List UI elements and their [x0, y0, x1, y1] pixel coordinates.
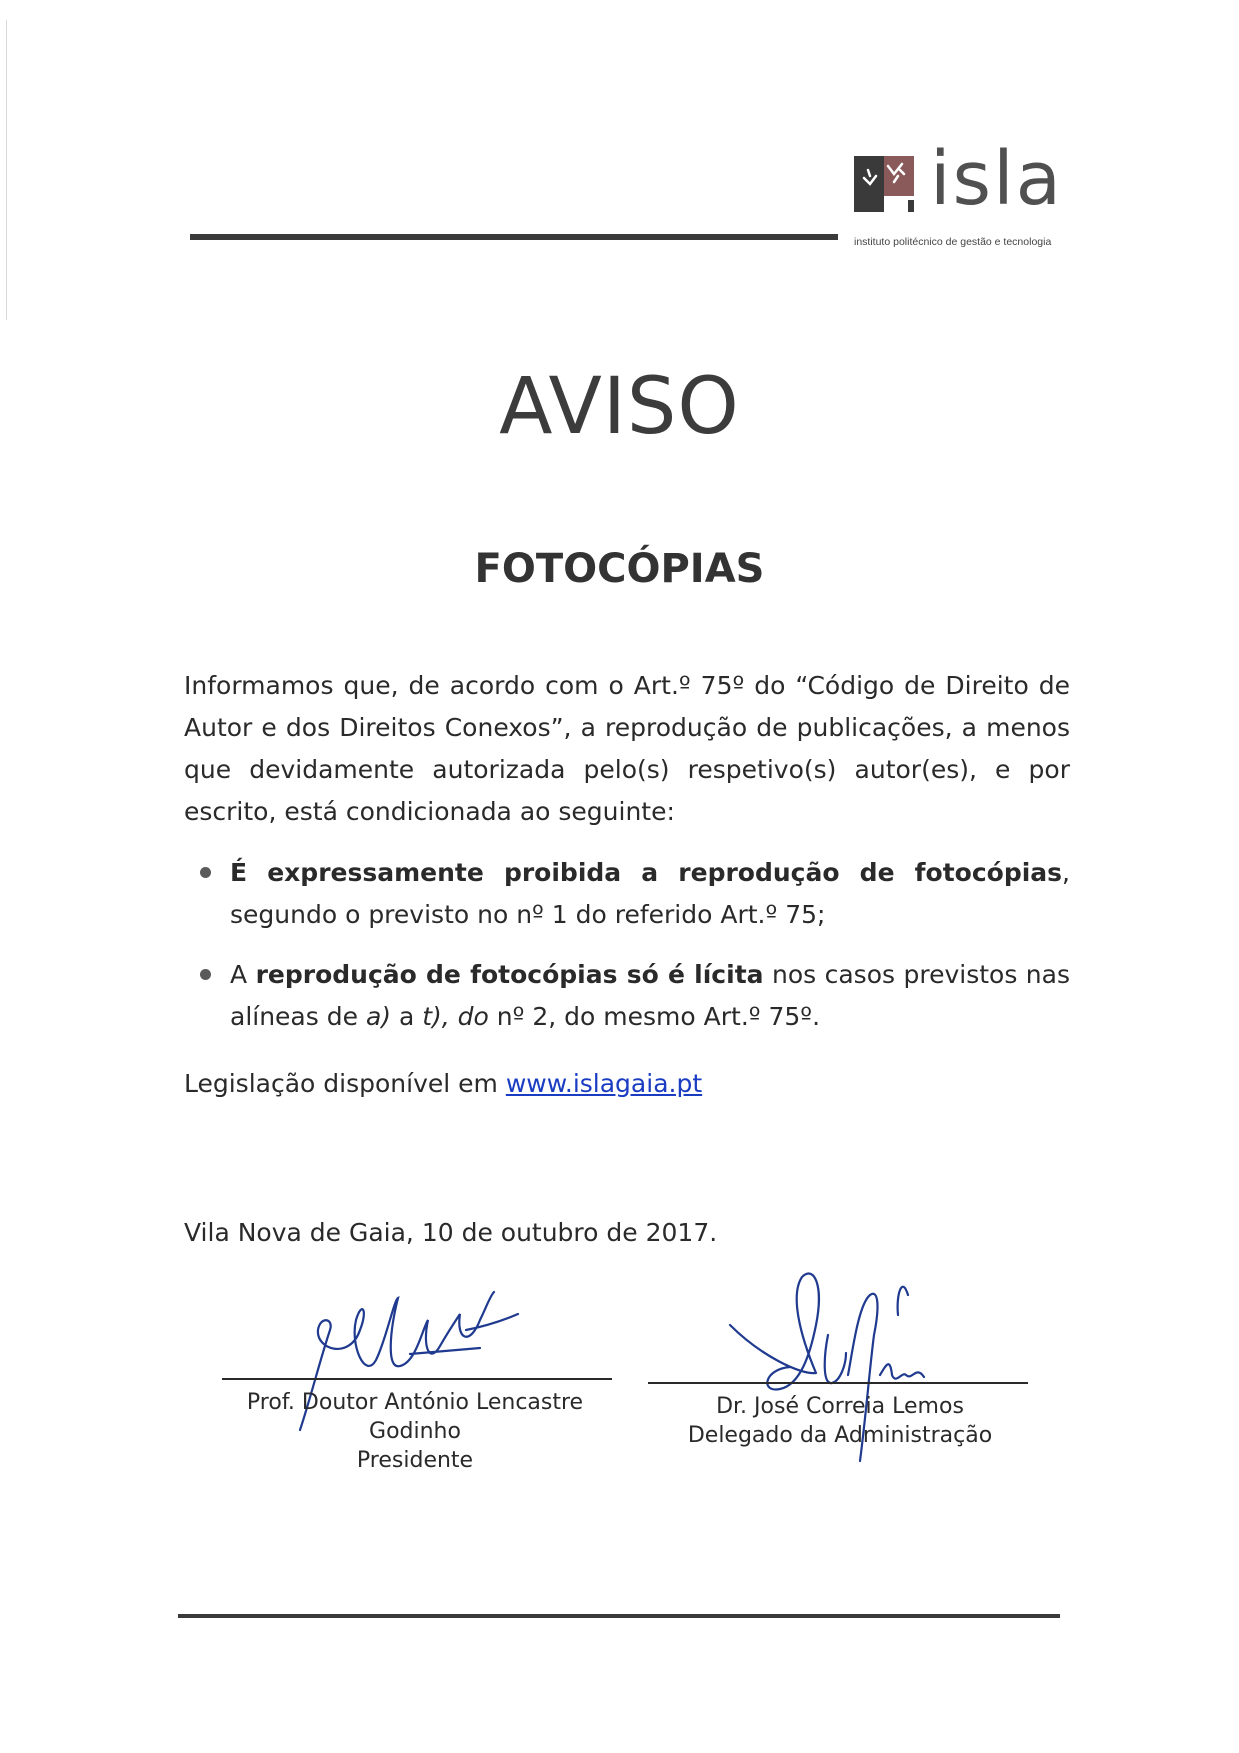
footer-rule [178, 1614, 1060, 1618]
intro-paragraph: Informamos que, de acordo com o Art.º 75º do “Código de Direito de Autor e dos Direitos Conexos”, a reprodução de publicações, a menos que devidamente autorizada pelo(s) respetivo(s) autor(es), e por escrito, está condicionada ao seguinte: [184, 671, 1070, 826]
logo-word: isla [930, 136, 1064, 222]
signature-block-1 [200, 1388, 630, 1475]
list-item [184, 954, 1070, 1038]
page-subtitle: FOTOCÓPIAS [474, 546, 765, 592]
conditions-list [184, 852, 1070, 1056]
bullet-2-prefix: A [230, 960, 256, 989]
bullet-2-text-before: nos casos previstos nas alíneas de [230, 960, 1070, 1031]
signature-block-2 [650, 1392, 1030, 1450]
logo-mark-icon [854, 156, 920, 212]
signature-line-1 [222, 1378, 612, 1380]
bullet-2-bold: reprodução de fotocópias só é lícita [255, 960, 764, 989]
isla-logo [852, 136, 1078, 252]
scan-edge [6, 20, 7, 320]
legislation-label: Legislação disponível em [184, 1069, 506, 1098]
bullet-1-text: , segundo o previsto no nº 1 do referido Art.º 75; [230, 858, 1070, 929]
page-title: AVISO [499, 362, 740, 452]
website-link[interactable]: www.islagaia.pt [505, 1069, 703, 1098]
bullet-2-italic-a: a) [365, 1002, 392, 1031]
legislation-line [184, 1063, 1070, 1105]
signatory-1-role: Presidente [356, 1448, 474, 1473]
bullet-1-bold: É expressamente proibida a reprodução de fotocópias [230, 858, 1063, 887]
bullet-2-text-mid: a [391, 1002, 423, 1031]
dateline: Vila Nova de Gaia, 10 de outubro de 2017. [184, 1218, 718, 1247]
list-item [184, 852, 1070, 936]
bullet-icon [200, 867, 211, 878]
bullet-2-italic-t: t), do [422, 1002, 489, 1031]
signatory-2-name: Dr. José Correia Lemos [716, 1394, 964, 1419]
signatory-2-role: Delegado da Administração [687, 1423, 993, 1448]
bullet-icon [200, 969, 211, 980]
signature-line-2 [648, 1382, 1028, 1384]
bullet-2-text-after: nº 2, do mesmo Art.º 75º. [488, 1002, 821, 1031]
signatory-1-name: Prof. Doutor António Lencastre Godinho [246, 1390, 584, 1444]
header-rule [190, 234, 838, 240]
logo-subtitle: instituto politécnico de gestão e tecnologia [854, 236, 1052, 248]
